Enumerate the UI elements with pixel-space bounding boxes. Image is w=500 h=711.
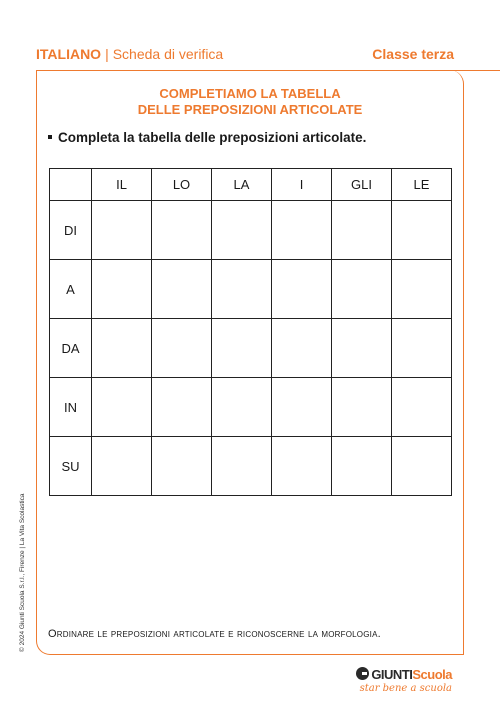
table-row bbox=[50, 319, 452, 378]
page-header bbox=[36, 46, 454, 66]
row-header: A bbox=[50, 260, 92, 319]
column-header: LA bbox=[212, 169, 272, 201]
row-header: DA bbox=[50, 319, 92, 378]
instruction bbox=[48, 130, 366, 145]
prepositions-table bbox=[49, 168, 452, 496]
learning-objective: Ordinare le preposizioni articolate e riconoscerne la morfologia. bbox=[48, 628, 381, 640]
title-line-2: DELLE PREPOSIZIONI ARTICOLATE bbox=[137, 102, 363, 117]
answer-cell[interactable] bbox=[152, 201, 212, 260]
answer-cell[interactable] bbox=[212, 378, 272, 437]
answer-cell[interactable] bbox=[212, 260, 272, 319]
answer-cell[interactable] bbox=[332, 378, 392, 437]
instruction-text: Completa la tabella delle preposizioni articolate. bbox=[58, 130, 367, 145]
answer-cell[interactable] bbox=[332, 437, 392, 496]
title-line-1: COMPLETIAMO LA TABELLA bbox=[159, 86, 341, 101]
answer-cell[interactable] bbox=[272, 201, 332, 260]
answer-cell[interactable] bbox=[392, 260, 452, 319]
worksheet-title bbox=[36, 86, 464, 118]
answer-cell[interactable] bbox=[392, 437, 452, 496]
table-row bbox=[50, 437, 452, 496]
answer-cell[interactable] bbox=[152, 378, 212, 437]
column-header: LE bbox=[392, 169, 452, 201]
answer-cell[interactable] bbox=[152, 319, 212, 378]
logo-brand-primary: GIUNTI bbox=[371, 667, 413, 682]
answer-cell[interactable] bbox=[92, 437, 152, 496]
answer-cell[interactable] bbox=[92, 378, 152, 437]
answer-cell[interactable] bbox=[152, 260, 212, 319]
table-header-row bbox=[50, 169, 452, 201]
column-header: LO bbox=[152, 169, 212, 201]
answer-cell[interactable] bbox=[152, 437, 212, 496]
column-header: GLI bbox=[332, 169, 392, 201]
copyright-notice: © 2024 Giunti Scuola S.r.l., Firenze | La Vita Scolastica bbox=[19, 493, 26, 652]
table-row bbox=[50, 201, 452, 260]
header-separator: | bbox=[105, 46, 109, 62]
logo-brand-secondary: Scuola bbox=[412, 667, 452, 682]
answer-cell[interactable] bbox=[272, 319, 332, 378]
answer-cell[interactable] bbox=[332, 260, 392, 319]
logo-tagline: star bene a scuola bbox=[359, 683, 452, 694]
answer-cell[interactable] bbox=[332, 319, 392, 378]
bullet-icon bbox=[48, 135, 52, 139]
answer-cell[interactable] bbox=[272, 437, 332, 496]
answer-cell[interactable] bbox=[212, 201, 272, 260]
answer-cell[interactable] bbox=[92, 201, 152, 260]
row-header: IN bbox=[50, 378, 92, 437]
answer-cell[interactable] bbox=[332, 201, 392, 260]
answer-cell[interactable] bbox=[392, 378, 452, 437]
table-row bbox=[50, 378, 452, 437]
answer-cell[interactable] bbox=[92, 260, 152, 319]
giunti-logo-icon bbox=[356, 667, 369, 680]
subject-heading bbox=[36, 46, 223, 62]
row-header: DI bbox=[50, 201, 92, 260]
answer-cell[interactable] bbox=[272, 260, 332, 319]
table-row bbox=[50, 260, 452, 319]
grade-label: Classe terza bbox=[372, 46, 454, 62]
answer-cell[interactable] bbox=[212, 319, 272, 378]
answer-cell[interactable] bbox=[272, 378, 332, 437]
worksheet-type: Scheda di verifica bbox=[112, 46, 224, 62]
publisher-logo bbox=[356, 666, 452, 694]
subject-label: ITALIANO bbox=[36, 46, 102, 62]
answer-cell[interactable] bbox=[92, 319, 152, 378]
answer-cell[interactable] bbox=[212, 437, 272, 496]
answer-cell[interactable] bbox=[392, 201, 452, 260]
corner-cell bbox=[50, 169, 92, 201]
column-header: I bbox=[272, 169, 332, 201]
row-header: SU bbox=[50, 437, 92, 496]
column-header: IL bbox=[92, 169, 152, 201]
answer-cell[interactable] bbox=[392, 319, 452, 378]
